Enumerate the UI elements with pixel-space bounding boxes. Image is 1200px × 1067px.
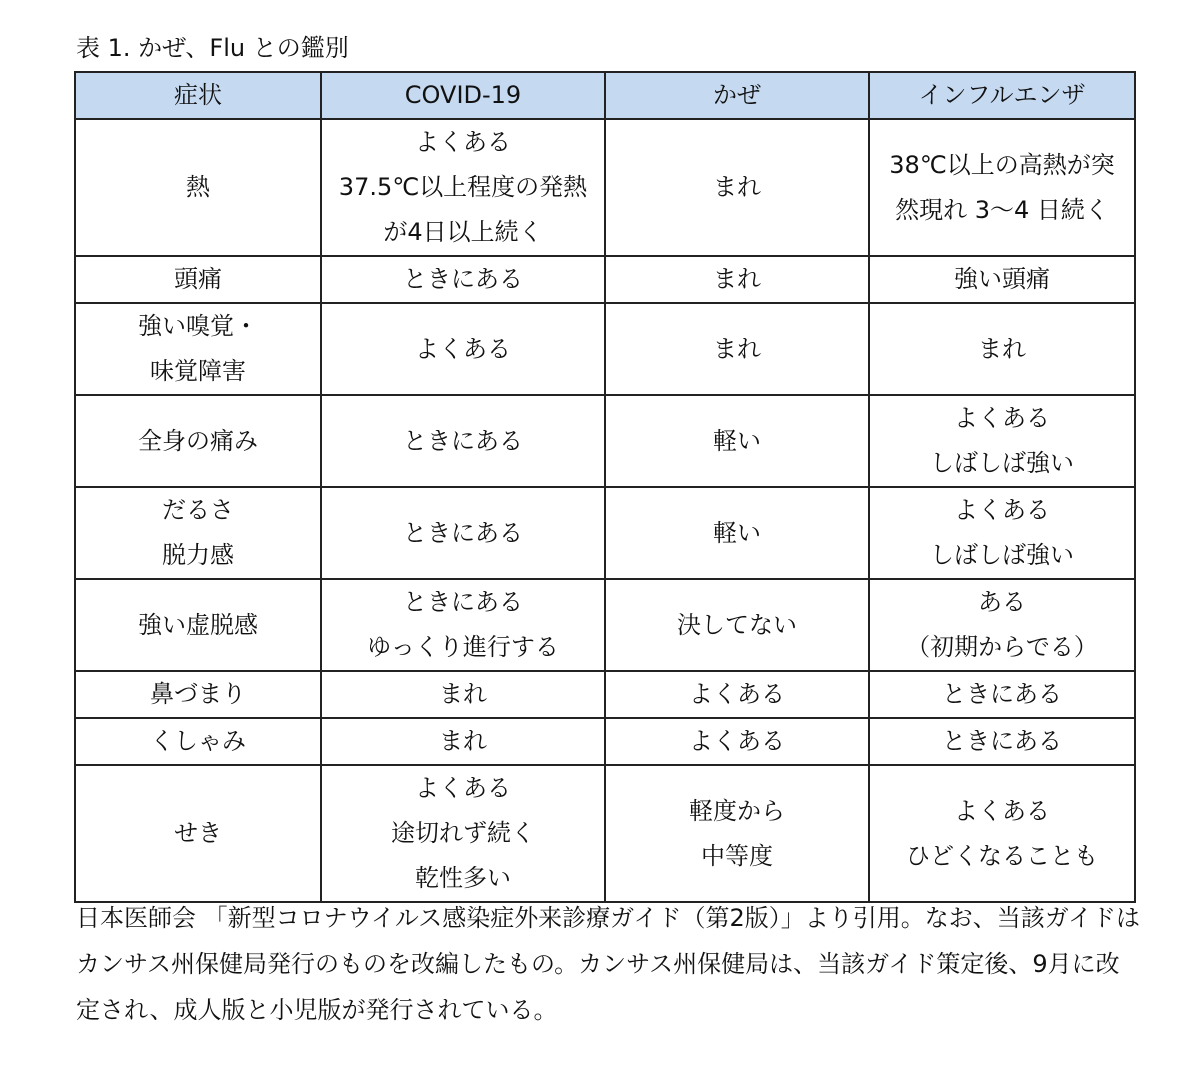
- cell-line: よくある: [415, 774, 511, 802]
- header-flu: インフルエンザ: [869, 72, 1135, 119]
- cell-line: 全身の痛み: [138, 426, 258, 455]
- cell-covid: [321, 395, 605, 487]
- cell-symptom: [75, 671, 321, 718]
- cell-line: ときにある: [942, 680, 1062, 708]
- cell-line: しばしば強い: [930, 449, 1074, 477]
- cell-symptom: [75, 395, 321, 487]
- cell-flu: [869, 256, 1135, 303]
- cell-cold: [605, 765, 869, 902]
- cell-covid: [321, 119, 605, 256]
- cell-flu: [869, 718, 1135, 765]
- table-row: [75, 119, 1135, 256]
- cell-flu: [869, 119, 1135, 256]
- cell-line: よくある: [689, 680, 785, 708]
- cell-line: 熱: [186, 173, 210, 201]
- cell-covid: [321, 256, 605, 303]
- table-row: [75, 395, 1135, 487]
- cell-cold: [605, 579, 869, 671]
- cell-covid: [321, 765, 605, 902]
- cell-symptom: [75, 256, 321, 303]
- cell-line: ときにある: [942, 727, 1062, 755]
- cell-line: まれ: [978, 334, 1026, 363]
- header-covid: COVID-19: [321, 72, 605, 119]
- cell-line: よくある: [954, 496, 1050, 524]
- cell-line: まれ: [713, 334, 761, 363]
- cell-line: 鼻づまり: [150, 680, 246, 708]
- cell-line: ときにある: [403, 518, 523, 547]
- source-note: [76, 895, 1144, 1033]
- note-line: カンサス州保健局発行のものを改編したもの。カンサス州保健局は、当該ガイド策定後、9月に改: [76, 950, 1120, 978]
- table-row: [75, 718, 1135, 765]
- cell-line: ときにある: [403, 426, 523, 455]
- symptom-comparison-table: [74, 71, 1136, 903]
- table-row: [75, 303, 1135, 395]
- cell-line: 乾性多い: [415, 864, 511, 892]
- cell-line: 中等度: [701, 841, 773, 870]
- header-symptom: 症状: [75, 72, 321, 119]
- table-row: [75, 765, 1135, 902]
- cell-symptom: [75, 718, 321, 765]
- cell-line: よくある: [415, 128, 511, 156]
- cell-line: 決してない: [677, 610, 797, 639]
- cell-covid: [321, 487, 605, 579]
- cell-line: まれ: [439, 727, 487, 755]
- cell-line: まれ: [713, 265, 761, 293]
- cell-line: 頭痛: [174, 265, 222, 293]
- cell-cold: [605, 487, 869, 579]
- cell-flu: [869, 579, 1135, 671]
- cell-line: 然現れ 3～4 日続く: [895, 195, 1109, 224]
- cell-covid: [321, 303, 605, 395]
- cell-symptom: [75, 579, 321, 671]
- cell-symptom: [75, 487, 321, 579]
- cell-line: ひどくなることも: [906, 841, 1098, 870]
- cell-line: （初期からでる）: [906, 633, 1098, 661]
- note-line: 定され、成人版と小児版が発行されている。: [76, 996, 558, 1024]
- cell-line: しばしば強い: [930, 541, 1074, 569]
- table-row: [75, 256, 1135, 303]
- cell-line: ゆっくり進行する: [367, 633, 559, 661]
- cell-flu: [869, 671, 1135, 718]
- table-row: [75, 579, 1135, 671]
- cell-covid: [321, 579, 605, 671]
- cell-line: よくある: [415, 334, 511, 363]
- cell-line: 強い虚脱感: [138, 610, 258, 639]
- cell-line: だるさ: [162, 496, 234, 524]
- cell-flu: [869, 395, 1135, 487]
- table-caption: 表 1. かぜ、Flu との鑑別: [76, 34, 349, 62]
- cell-cold: [605, 119, 869, 256]
- cell-line: 味覚障害: [150, 357, 246, 385]
- cell-cold: [605, 256, 869, 303]
- cell-line: よくある: [689, 727, 785, 755]
- cell-line: まれ: [713, 173, 761, 201]
- header-cold: かぜ: [605, 72, 869, 119]
- table-row: [75, 671, 1135, 718]
- header-row: [75, 72, 1135, 119]
- table-row: [75, 487, 1135, 579]
- cell-covid: [321, 671, 605, 718]
- cell-cold: [605, 395, 869, 487]
- cell-line: よくある: [954, 796, 1050, 825]
- cell-symptom: [75, 765, 321, 902]
- cell-line: 強い頭痛: [954, 265, 1050, 293]
- cell-line: くしゃみ: [150, 727, 246, 755]
- cell-line: 軽度から: [689, 796, 785, 825]
- cell-line: せき: [174, 819, 222, 847]
- cell-flu: [869, 765, 1135, 902]
- cell-line: 38℃以上の高熱が突: [889, 150, 1115, 179]
- cell-line: よくある: [954, 404, 1050, 432]
- cell-symptom: [75, 303, 321, 395]
- cell-flu: [869, 303, 1135, 395]
- note-line: 日本医師会 「新型コロナウイルス感染症外来診療ガイド（第2版）」より引用。なお、当該ガイドは: [76, 904, 1141, 932]
- cell-symptom: [75, 119, 321, 256]
- cell-line: 軽い: [713, 518, 761, 547]
- cell-line: 強い嗅覚・: [138, 312, 258, 340]
- cell-cold: [605, 671, 869, 718]
- cell-cold: [605, 718, 869, 765]
- cell-cold: [605, 303, 869, 395]
- cell-line: が4日以上続く: [383, 218, 543, 246]
- cell-line: ある: [978, 588, 1026, 616]
- cell-line: まれ: [439, 680, 487, 708]
- cell-line: ときにある: [403, 588, 523, 616]
- cell-line: 軽い: [713, 426, 761, 455]
- table-body: [75, 119, 1135, 902]
- cell-flu: [869, 487, 1135, 579]
- cell-line: 37.5℃以上程度の発熱: [338, 173, 588, 201]
- cell-line: 途切れず続く: [391, 819, 535, 847]
- cell-line: 脱力感: [162, 541, 234, 569]
- cell-covid: [321, 718, 605, 765]
- cell-line: ときにある: [403, 265, 523, 293]
